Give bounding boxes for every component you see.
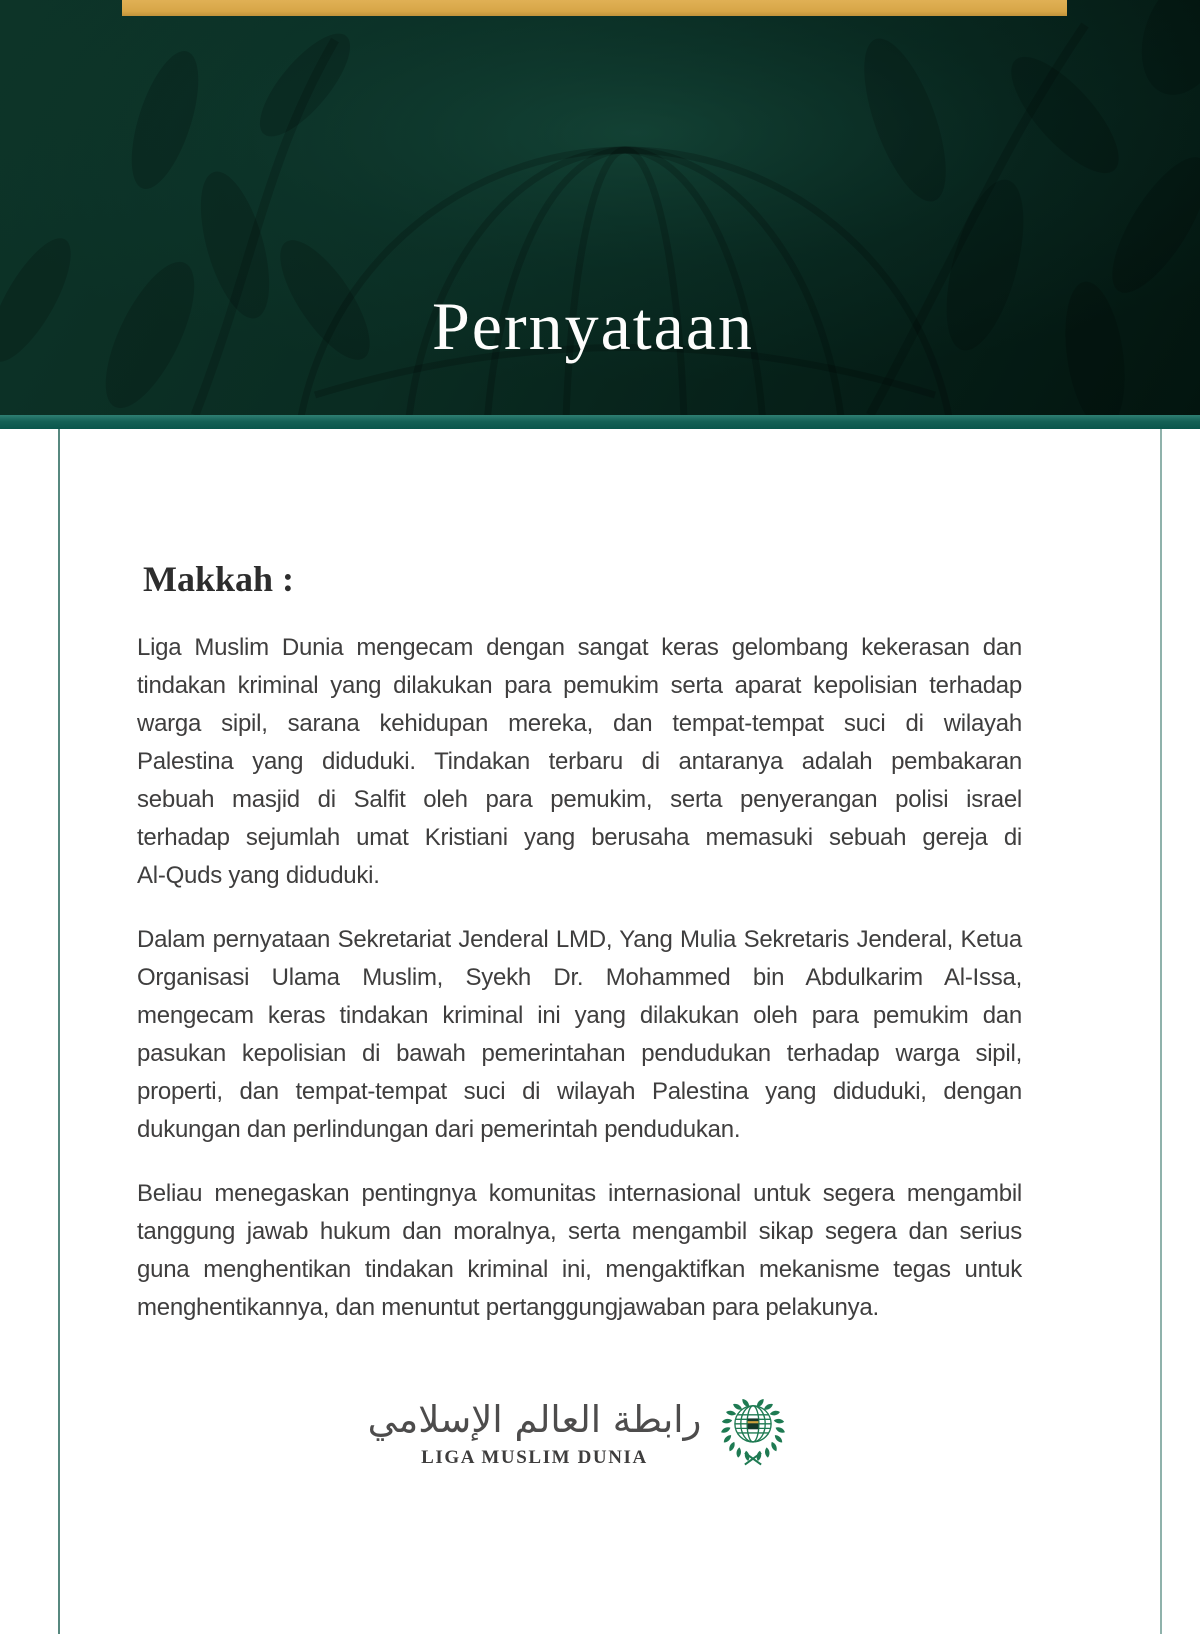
paragraph-line: dukungan dan perlindungan dari pemerintah pendudukan. xyxy=(137,1116,741,1143)
paragraph-line: warga sipil, sarana kehidupan mereka, dan tempat-tempat suci di wilayah xyxy=(137,710,1022,737)
paragraph-line: pasukan kepolisian di bawah pemerintahan pendudukan terhadap warga sipil, xyxy=(137,1040,1022,1067)
statement-card xyxy=(58,429,1162,1634)
header-divider-band xyxy=(0,415,1200,429)
paragraph-line: Al-Quds yang diduduki. xyxy=(137,862,380,889)
paragraph-line: terhadap sejumlah umat Kristiani yang berusaha memasuki sebuah gereja di xyxy=(137,824,1022,851)
paragraph-line: guna menghentikan tindakan kriminal ini, mengaktifkan mekanisme tegas untuk xyxy=(137,1256,1022,1283)
paragraph-line: tindakan kriminal yang dilakukan para pemukim serta aparat kepolisian terhadap xyxy=(137,672,1022,699)
paragraph-line: Liga Muslim Dunia mengecam dengan sangat keras gelombang kekerasan dan xyxy=(137,634,1022,661)
paragraph-line: properti, dan tempat-tempat suci di wilayah Palestina yang diduduki, dengan xyxy=(137,1078,1022,1105)
statement-paragraph-1 xyxy=(137,629,1022,895)
paragraph-line: Organisasi Ulama Muslim, Syekh Dr. Mohammed bin Abdulkarim Al-Issa, xyxy=(137,964,1022,991)
gold-accent-bar xyxy=(122,0,1067,16)
paragraph-line: tanggung jawab hukum dan moralnya, serta mengambil sikap segera dan serius xyxy=(137,1218,1022,1245)
location-heading: Makkah : xyxy=(143,559,295,599)
page-title: Pernyataan xyxy=(431,288,755,364)
paragraph-line: Beliau menegaskan pentingnya komunitas internasional untuk segera mengambil xyxy=(137,1180,1022,1207)
globe-wreath-emblem-icon xyxy=(715,1393,791,1471)
organization-logo xyxy=(137,1393,1022,1471)
paragraph-line: sebuah masjid di Salfit oleh para pemukim, serta penyerangan polisi israel xyxy=(137,786,1022,813)
logo-latin-name: LIGA MUSLIM DUNIA xyxy=(421,1446,648,1468)
statement-paragraph-3 xyxy=(137,1175,1022,1327)
organization-logo-text xyxy=(368,1396,702,1469)
header-banner xyxy=(0,0,1200,415)
logo-arabic-name: رابطة العالم الإسلامي xyxy=(367,1397,702,1441)
paragraph-line: menghentikannya, dan menuntut pertanggungjawaban para pelakunya. xyxy=(137,1294,879,1321)
statement-paragraph-2 xyxy=(137,921,1022,1149)
paragraph-line: Dalam pernyataan Sekretariat Jenderal LMD, Yang Mulia Sekretaris Jenderal, Ketua xyxy=(137,926,1022,953)
paragraph-line: mengecam keras tindakan kriminal ini yang dilakukan oleh para pemukim dan xyxy=(137,1002,1022,1029)
paragraph-line: Palestina yang diduduki. Tindakan terbaru di antaranya adalah pembakaran xyxy=(137,748,1022,775)
